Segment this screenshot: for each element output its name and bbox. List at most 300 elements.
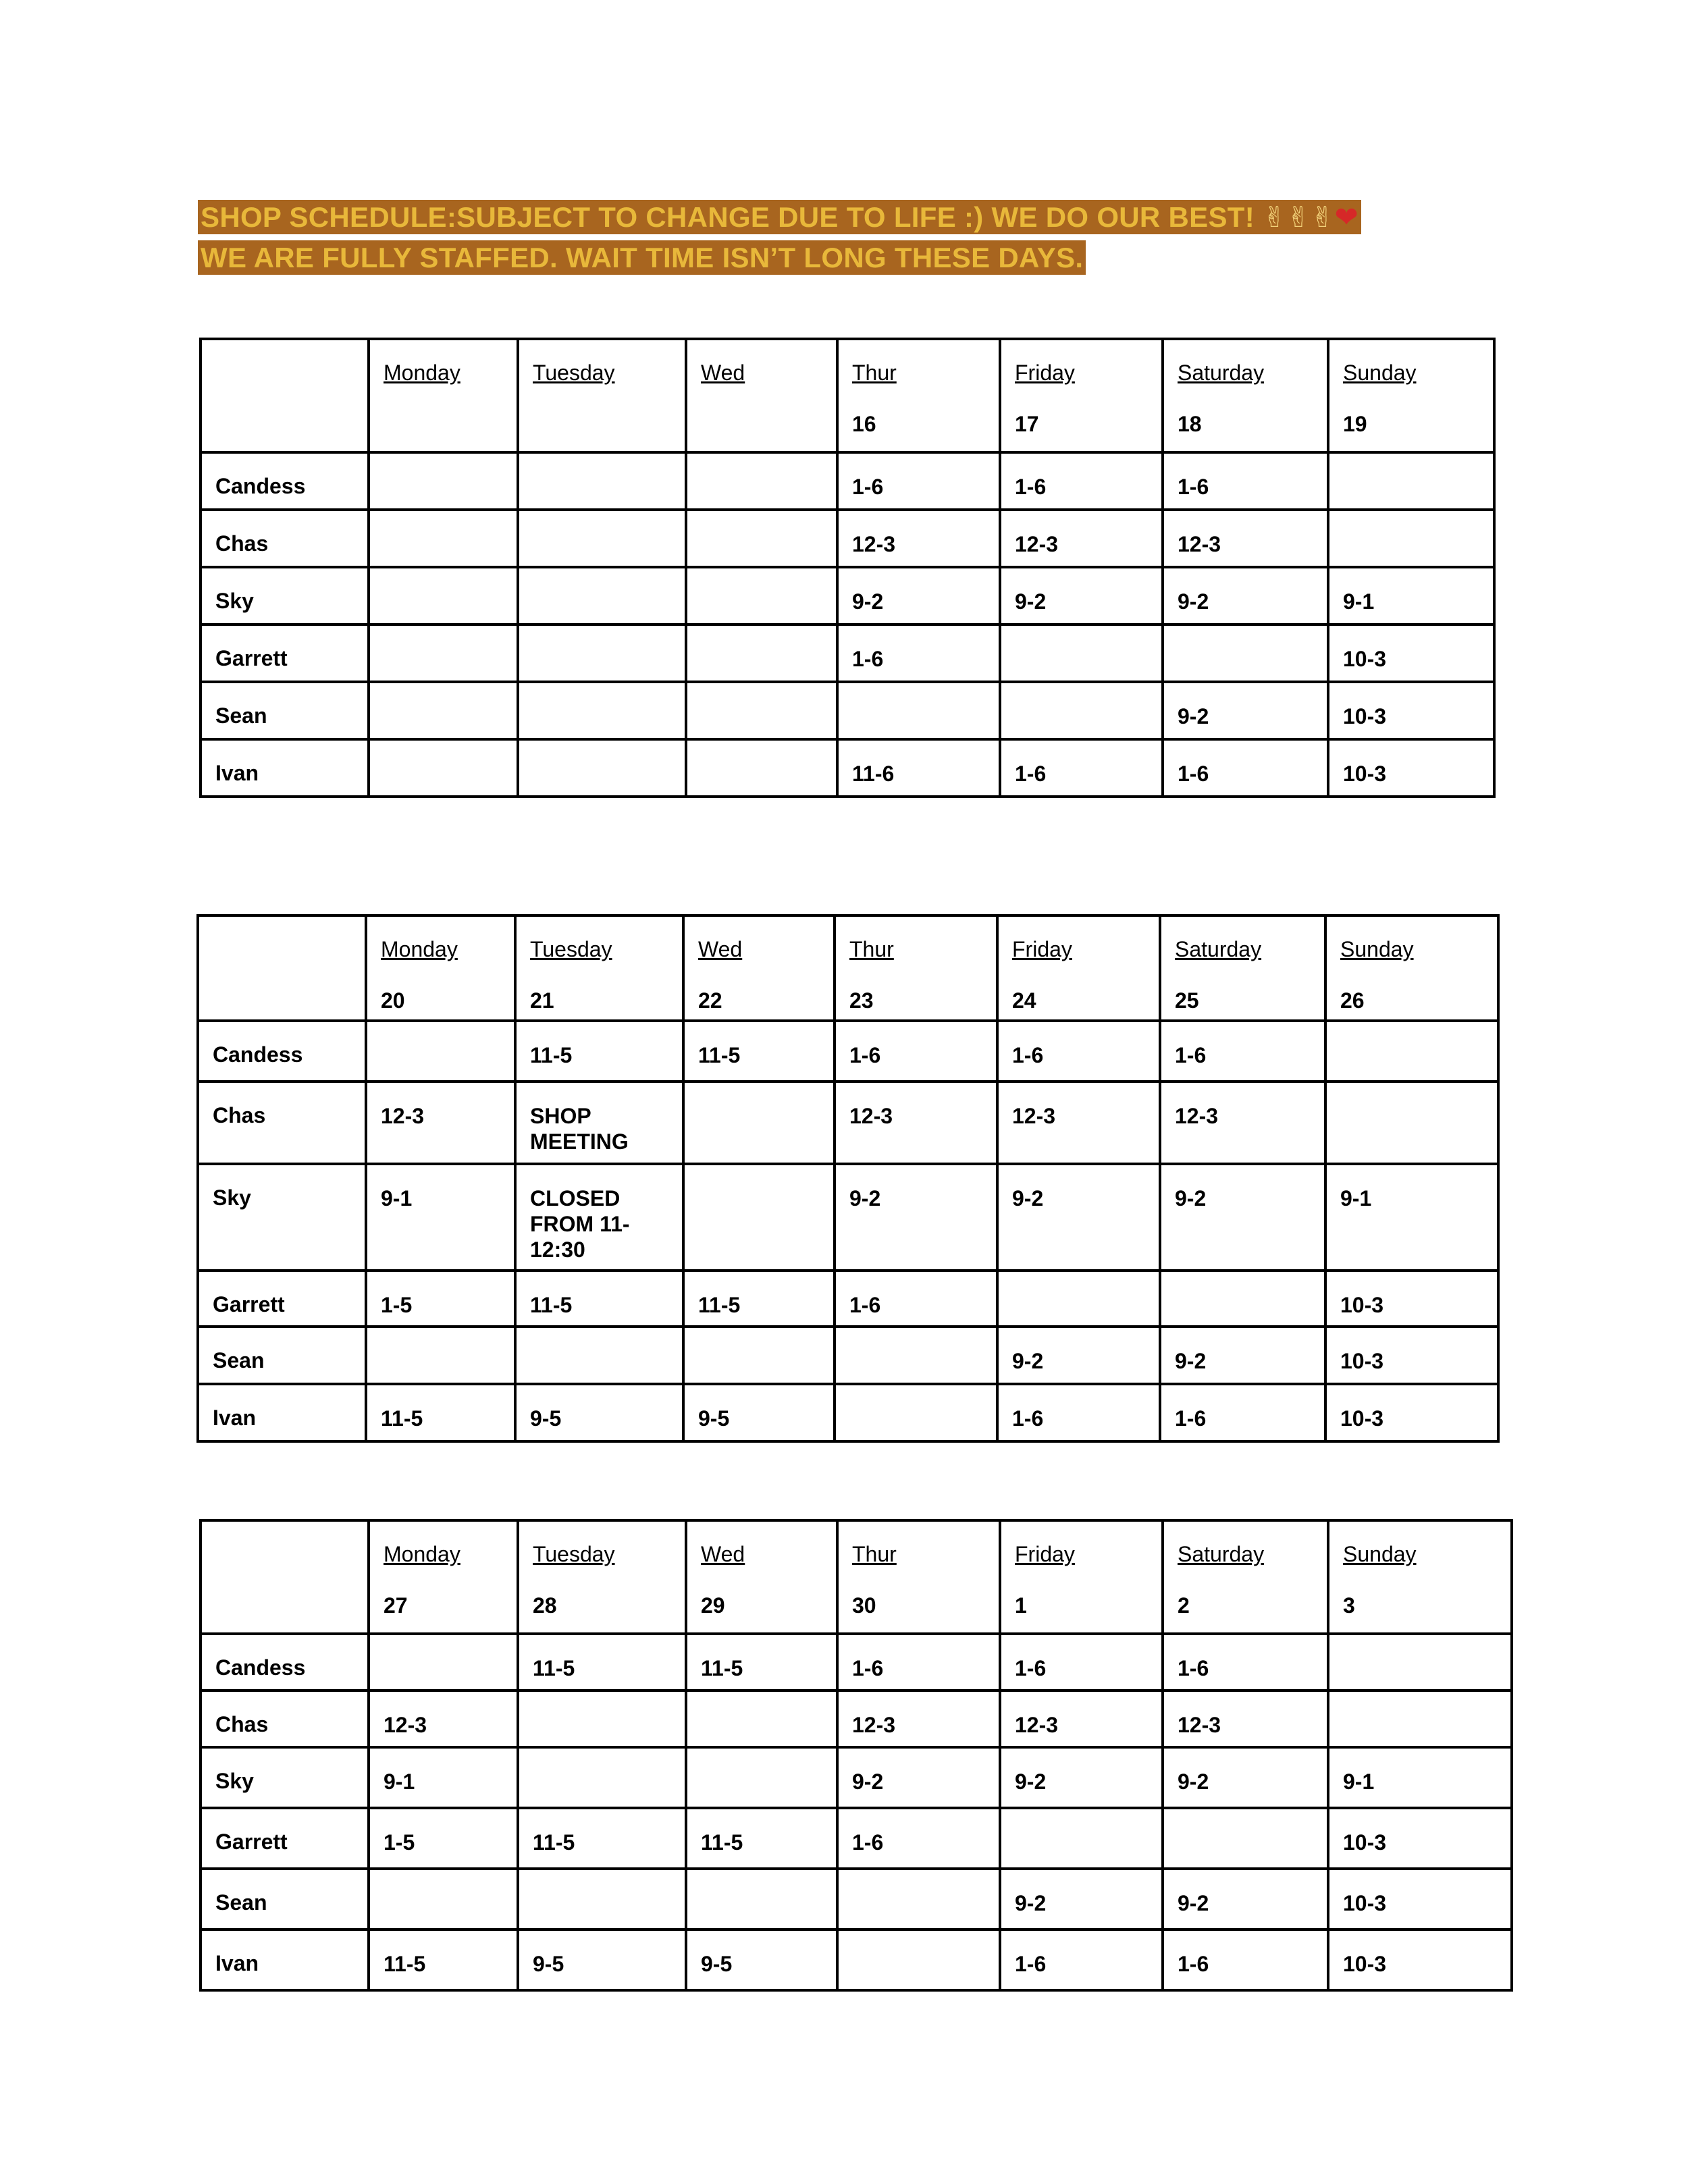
day-name: Sunday xyxy=(1340,937,1414,961)
shift-cell xyxy=(686,1869,837,1929)
staff-name-cell: Ivan xyxy=(201,1929,369,1990)
shift-cell xyxy=(369,739,518,797)
shift-hours: 9-5 xyxy=(701,1952,733,1976)
shift-hours: 11-5 xyxy=(698,1293,741,1317)
shift-cell xyxy=(686,452,837,510)
shift-cell xyxy=(369,624,518,682)
shift-hours: 10-3 xyxy=(1340,1406,1384,1431)
shift-hours: 9-2 xyxy=(1178,1891,1209,1915)
day-header-cell xyxy=(997,915,1160,1021)
table-row xyxy=(201,567,1494,624)
shift-cell xyxy=(686,1634,837,1690)
day-header-cell xyxy=(515,915,683,1021)
shift-cell xyxy=(1000,1869,1163,1929)
day-header-cell xyxy=(1328,1520,1512,1634)
day-header-cell xyxy=(1325,915,1498,1021)
shift-cell xyxy=(1000,510,1163,567)
shift-cell xyxy=(1163,510,1328,567)
shift-cell xyxy=(518,1634,686,1690)
staff-name-cell: Garrett xyxy=(201,624,369,682)
shift-hours: CLOSED FROM 11-12:30 xyxy=(530,1186,630,1262)
day-header-cell xyxy=(1163,1520,1328,1634)
shift-cell xyxy=(369,1690,518,1747)
shift-cell xyxy=(1000,682,1163,739)
shift-cell xyxy=(686,739,837,797)
shift-hours: 10-3 xyxy=(1343,762,1387,786)
shift-cell xyxy=(1328,510,1494,567)
shift-cell xyxy=(515,1327,683,1384)
shift-cell xyxy=(835,1082,997,1164)
shift-cell xyxy=(686,682,837,739)
day-name: Monday xyxy=(384,361,460,385)
shift-hours: 9-2 xyxy=(1012,1349,1044,1373)
shift-cell xyxy=(518,452,686,510)
shift-cell xyxy=(1163,1929,1328,1990)
table-header-row xyxy=(201,1520,1512,1634)
day-name: Friday xyxy=(1012,937,1072,961)
shift-hours: 10-3 xyxy=(1343,1952,1387,1976)
shift-cell xyxy=(1000,1747,1163,1808)
shift-cell xyxy=(837,1747,1000,1808)
shift-hours: 11-5 xyxy=(533,1656,575,1680)
shift-hours: 1-6 xyxy=(1012,1043,1044,1067)
table-row xyxy=(201,1929,1512,1990)
day-date: 30 xyxy=(852,1593,876,1618)
shift-cell xyxy=(369,1869,518,1929)
day-date: 19 xyxy=(1343,412,1367,436)
shift-hours: 9-2 xyxy=(852,589,884,614)
day-date: 28 xyxy=(533,1593,557,1618)
shift-hours: 9-2 xyxy=(849,1186,881,1210)
shift-cell xyxy=(1163,567,1328,624)
shift-hours: 9-1 xyxy=(381,1186,413,1210)
shift-cell xyxy=(366,1082,515,1164)
shift-cell xyxy=(369,1808,518,1869)
day-name: Sunday xyxy=(1343,1542,1417,1566)
table-row xyxy=(201,624,1494,682)
shift-cell xyxy=(686,624,837,682)
shift-hours: 1-6 xyxy=(1178,475,1209,499)
table-row xyxy=(201,739,1494,797)
day-name: Tuesday xyxy=(533,361,615,385)
schedule-table-week-3 xyxy=(199,1519,1513,1992)
shift-hours: 12-3 xyxy=(1012,1104,1056,1128)
shift-cell xyxy=(369,1747,518,1808)
shift-hours: 9-2 xyxy=(1178,1769,1209,1794)
shift-cell xyxy=(1160,1164,1325,1271)
shift-cell xyxy=(683,1271,835,1327)
shift-hours: 10-3 xyxy=(1340,1349,1384,1373)
shift-hours: 9-2 xyxy=(1015,589,1047,614)
shift-cell xyxy=(1163,1634,1328,1690)
shift-cell xyxy=(837,510,1000,567)
shift-hours: 10-3 xyxy=(1343,647,1387,671)
shift-hours: 1-5 xyxy=(381,1293,413,1317)
shift-cell xyxy=(1328,1869,1512,1929)
shift-cell xyxy=(515,1082,683,1164)
day-header-cell xyxy=(686,339,837,452)
day-header-cell xyxy=(369,339,518,452)
staff-name-cell: Chas xyxy=(201,510,369,567)
table-header-row xyxy=(198,915,1498,1021)
shift-hours: 11-5 xyxy=(530,1293,573,1317)
day-name: Thur xyxy=(849,937,894,961)
shift-cell xyxy=(1000,1929,1163,1990)
shift-cell xyxy=(837,1634,1000,1690)
shift-cell xyxy=(1163,624,1328,682)
table-row xyxy=(198,1082,1498,1164)
shift-cell xyxy=(1000,624,1163,682)
shift-cell xyxy=(518,567,686,624)
day-name: Sunday xyxy=(1343,361,1417,385)
shift-cell xyxy=(683,1021,835,1082)
banner-line-1-text: SHOP SCHEDULE:SUBJECT TO CHANGE DUE TO LIFE :) WE DO OUR BEST! xyxy=(201,201,1255,233)
shift-cell xyxy=(686,1747,837,1808)
shift-cell xyxy=(835,1327,997,1384)
shift-cell xyxy=(369,1929,518,1990)
day-name: Tuesday xyxy=(530,937,612,961)
schedule-banner xyxy=(198,197,1514,278)
shift-cell xyxy=(837,739,1000,797)
day-header-cell xyxy=(366,915,515,1021)
staff-name-cell: Sky xyxy=(201,1747,369,1808)
shift-hours: 9-2 xyxy=(1178,589,1209,614)
shift-cell xyxy=(366,1327,515,1384)
shift-cell xyxy=(1325,1327,1498,1384)
schedule-table-week-2 xyxy=(196,914,1500,1443)
shift-cell xyxy=(366,1021,515,1082)
shift-hours: 9-1 xyxy=(384,1769,415,1794)
staff-name-cell: Sky xyxy=(201,567,369,624)
shift-cell xyxy=(997,1327,1160,1384)
shift-hours: 9-2 xyxy=(1175,1349,1207,1373)
shift-cell xyxy=(683,1384,835,1441)
day-header-cell xyxy=(837,1520,1000,1634)
shift-hours: 1-6 xyxy=(1015,1952,1047,1976)
staff-name-cell: Sean xyxy=(198,1327,366,1384)
shift-cell xyxy=(1328,1690,1512,1747)
day-header-cell xyxy=(1000,339,1163,452)
shift-hours: 11-5 xyxy=(384,1952,426,1976)
shift-cell xyxy=(1328,1929,1512,1990)
shift-hours: 9-1 xyxy=(1343,589,1375,614)
shift-cell xyxy=(1000,1634,1163,1690)
shift-cell xyxy=(515,1164,683,1271)
shift-hours: 1-6 xyxy=(1015,762,1047,786)
shift-cell xyxy=(366,1271,515,1327)
shift-hours: 12-3 xyxy=(1178,532,1221,556)
shift-hours: 9-1 xyxy=(1343,1769,1375,1794)
shift-cell xyxy=(1000,739,1163,797)
day-date: 22 xyxy=(698,988,722,1013)
shift-hours: 11-5 xyxy=(533,1830,575,1855)
day-name: Friday xyxy=(1015,1542,1075,1566)
shift-hours: 1-6 xyxy=(1178,762,1209,786)
shift-cell xyxy=(515,1384,683,1441)
table-row xyxy=(198,1021,1498,1082)
staff-name-cell: Candess xyxy=(201,452,369,510)
shift-cell xyxy=(997,1271,1160,1327)
day-date: 23 xyxy=(849,988,874,1013)
shift-hours: 12-3 xyxy=(1175,1104,1219,1128)
shift-hours: 9-2 xyxy=(1015,1891,1047,1915)
shift-cell xyxy=(1328,624,1494,682)
staff-name-cell: Sky xyxy=(198,1164,366,1271)
day-header-cell xyxy=(837,339,1000,452)
shift-hours: 9-2 xyxy=(1175,1186,1207,1210)
shift-cell xyxy=(518,1747,686,1808)
peace-hand-icon: ✌ xyxy=(1311,201,1335,233)
shift-cell xyxy=(683,1082,835,1164)
banner-line-1 xyxy=(198,200,1361,234)
banner-line-2: WE ARE FULLY STAFFED. WAIT TIME ISN’T LONG THESE DAYS. xyxy=(198,240,1086,275)
corner-cell xyxy=(198,915,366,1021)
shift-cell xyxy=(1328,1747,1512,1808)
shift-cell xyxy=(837,1690,1000,1747)
table-row xyxy=(201,1747,1512,1808)
shift-hours: 12-3 xyxy=(384,1713,427,1737)
shift-cell xyxy=(1163,1808,1328,1869)
day-date: 3 xyxy=(1343,1593,1355,1618)
shift-hours: 9-2 xyxy=(1178,704,1209,728)
shift-hours: 1-6 xyxy=(1175,1043,1207,1067)
shift-cell xyxy=(835,1021,997,1082)
shift-cell xyxy=(1325,1082,1498,1164)
shift-cell xyxy=(366,1384,515,1441)
shift-cell xyxy=(1328,452,1494,510)
shift-hours: 9-5 xyxy=(530,1406,562,1431)
table-header-row xyxy=(201,339,1494,452)
shift-cell xyxy=(1328,1634,1512,1690)
shift-cell xyxy=(1160,1327,1325,1384)
schedule-table-week-1 xyxy=(199,338,1496,798)
shift-hours: 1-6 xyxy=(1178,1656,1209,1680)
shift-cell xyxy=(1000,1808,1163,1869)
shift-cell xyxy=(1328,1808,1512,1869)
shift-cell xyxy=(518,624,686,682)
shift-hours: 11-5 xyxy=(701,1830,743,1855)
shift-cell xyxy=(1328,682,1494,739)
shift-hours: 10-3 xyxy=(1343,704,1387,728)
day-header-cell xyxy=(1163,339,1328,452)
shift-cell xyxy=(837,567,1000,624)
day-date: 20 xyxy=(381,988,405,1013)
shift-cell xyxy=(683,1164,835,1271)
shift-hours: 10-3 xyxy=(1340,1293,1384,1317)
day-date: 18 xyxy=(1178,412,1202,436)
shift-cell xyxy=(997,1164,1160,1271)
staff-name-cell: Garrett xyxy=(201,1808,369,1869)
shift-cell xyxy=(1325,1164,1498,1271)
shift-hours: 1-6 xyxy=(852,475,884,499)
day-header-cell xyxy=(1000,1520,1163,1634)
shift-hours: 9-2 xyxy=(852,1769,884,1794)
shift-cell xyxy=(369,682,518,739)
shift-cell xyxy=(366,1164,515,1271)
shift-cell xyxy=(1160,1384,1325,1441)
shift-hours: 11-5 xyxy=(701,1656,743,1680)
shift-hours: 9-5 xyxy=(533,1952,564,1976)
day-header-cell xyxy=(369,1520,518,1634)
shift-cell xyxy=(369,510,518,567)
staff-name-cell: Candess xyxy=(201,1634,369,1690)
shift-cell xyxy=(515,1271,683,1327)
day-name: Wed xyxy=(698,937,743,961)
shift-cell xyxy=(837,1869,1000,1929)
shift-cell xyxy=(518,682,686,739)
day-name: Monday xyxy=(381,937,458,961)
shift-cell xyxy=(837,624,1000,682)
table-row xyxy=(201,510,1494,567)
shift-cell xyxy=(683,1327,835,1384)
shift-hours: 11-5 xyxy=(530,1043,573,1067)
peace-hand-icon: ✌ xyxy=(1286,201,1311,233)
shift-hours: 12-3 xyxy=(852,532,896,556)
shift-cell xyxy=(997,1384,1160,1441)
day-name: Saturday xyxy=(1178,1542,1265,1566)
shift-hours: 12-3 xyxy=(852,1713,896,1737)
day-date: 21 xyxy=(530,988,554,1013)
shift-cell xyxy=(1163,452,1328,510)
table-row xyxy=(201,1690,1512,1747)
shift-cell xyxy=(1325,1271,1498,1327)
day-header-cell xyxy=(835,915,997,1021)
shift-cell xyxy=(686,1808,837,1869)
day-date: 16 xyxy=(852,412,876,436)
shift-cell xyxy=(515,1021,683,1082)
day-name: Friday xyxy=(1015,361,1075,385)
shift-cell xyxy=(1328,739,1494,797)
table-row xyxy=(198,1384,1498,1441)
staff-name-cell: Chas xyxy=(201,1690,369,1747)
shift-cell xyxy=(997,1082,1160,1164)
day-name: Wed xyxy=(701,361,745,385)
shift-hours: 1-6 xyxy=(852,1830,884,1855)
day-header-cell xyxy=(683,915,835,1021)
shift-cell xyxy=(369,1634,518,1690)
staff-name-cell: Sean xyxy=(201,682,369,739)
shift-cell xyxy=(369,452,518,510)
shift-cell xyxy=(518,1690,686,1747)
day-date: 24 xyxy=(1012,988,1036,1013)
shift-cell xyxy=(1325,1021,1498,1082)
shift-hours: 1-6 xyxy=(1015,1656,1047,1680)
day-date: 17 xyxy=(1015,412,1039,436)
day-name: Thur xyxy=(852,361,897,385)
shift-hours: 1-6 xyxy=(1178,1952,1209,1976)
staff-name-cell: Garrett xyxy=(198,1271,366,1327)
shift-cell xyxy=(837,1808,1000,1869)
day-header-cell xyxy=(1160,915,1325,1021)
shift-cell xyxy=(1160,1021,1325,1082)
shift-cell xyxy=(686,1929,837,1990)
table-row xyxy=(198,1164,1498,1271)
day-name: Monday xyxy=(384,1542,460,1566)
day-name: Saturday xyxy=(1178,361,1265,385)
shift-hours: 11-6 xyxy=(852,762,895,786)
shift-cell xyxy=(837,452,1000,510)
shift-cell xyxy=(835,1271,997,1327)
staff-name-cell: Candess xyxy=(198,1021,366,1082)
shift-cell xyxy=(1163,682,1328,739)
shift-cell xyxy=(369,567,518,624)
table-row xyxy=(201,682,1494,739)
shift-cell xyxy=(837,682,1000,739)
staff-name-cell: Chas xyxy=(198,1082,366,1164)
shift-hours: 9-2 xyxy=(1015,1769,1047,1794)
shift-hours: 1-5 xyxy=(384,1830,415,1855)
shift-cell xyxy=(1325,1384,1498,1441)
shift-cell xyxy=(518,1929,686,1990)
shift-hours: 1-6 xyxy=(852,647,884,671)
day-name: Wed xyxy=(701,1542,745,1566)
day-header-cell xyxy=(518,1520,686,1634)
table-row xyxy=(198,1327,1498,1384)
table-row xyxy=(201,1634,1512,1690)
day-date: 25 xyxy=(1175,988,1199,1013)
shift-hours: 12-3 xyxy=(849,1104,893,1128)
heart-icon: ❤ xyxy=(1334,201,1359,233)
shift-cell xyxy=(1328,567,1494,624)
staff-name-cell: Sean xyxy=(201,1869,369,1929)
shift-hours: 9-2 xyxy=(1012,1186,1044,1210)
shift-hours: 1-6 xyxy=(1012,1406,1044,1431)
day-header-cell xyxy=(518,339,686,452)
shift-cell xyxy=(1163,739,1328,797)
staff-name-cell: Ivan xyxy=(198,1384,366,1441)
shift-hours: 1-6 xyxy=(852,1656,884,1680)
shift-hours: SHOP MEETING xyxy=(530,1104,629,1154)
shift-cell xyxy=(518,1808,686,1869)
shift-cell xyxy=(997,1021,1160,1082)
shift-cell xyxy=(835,1384,997,1441)
shift-cell xyxy=(518,510,686,567)
shift-hours: 12-3 xyxy=(381,1104,425,1128)
shift-cell xyxy=(518,739,686,797)
shift-cell xyxy=(1163,1690,1328,1747)
shift-cell xyxy=(1160,1082,1325,1164)
shift-cell xyxy=(1163,1747,1328,1808)
shift-hours: 1-6 xyxy=(1015,475,1047,499)
shift-cell xyxy=(1160,1271,1325,1327)
shift-hours: 12-3 xyxy=(1178,1713,1221,1737)
day-header-cell xyxy=(1328,339,1494,452)
corner-cell xyxy=(201,339,369,452)
day-header-cell xyxy=(686,1520,837,1634)
table-row xyxy=(201,1808,1512,1869)
peace-hand-icon: ✌ xyxy=(1263,201,1287,233)
shift-hours: 10-3 xyxy=(1343,1830,1387,1855)
shift-hours: 12-3 xyxy=(1015,1713,1059,1737)
day-name: Tuesday xyxy=(533,1542,615,1566)
shift-cell xyxy=(835,1164,997,1271)
shift-hours: 12-3 xyxy=(1015,532,1059,556)
shift-hours: 1-6 xyxy=(849,1293,881,1317)
day-date: 29 xyxy=(701,1593,725,1618)
shift-cell xyxy=(1163,1869,1328,1929)
shift-hours: 1-6 xyxy=(1175,1406,1207,1431)
shift-cell xyxy=(1000,567,1163,624)
shift-cell xyxy=(686,1690,837,1747)
shift-cell xyxy=(1000,1690,1163,1747)
shift-hours: 9-5 xyxy=(698,1406,730,1431)
shift-cell xyxy=(837,1929,1000,1990)
shift-hours: 11-5 xyxy=(381,1406,423,1431)
shift-cell xyxy=(686,510,837,567)
shift-hours: 10-3 xyxy=(1343,1891,1387,1915)
table-row xyxy=(201,452,1494,510)
shift-cell xyxy=(1000,452,1163,510)
